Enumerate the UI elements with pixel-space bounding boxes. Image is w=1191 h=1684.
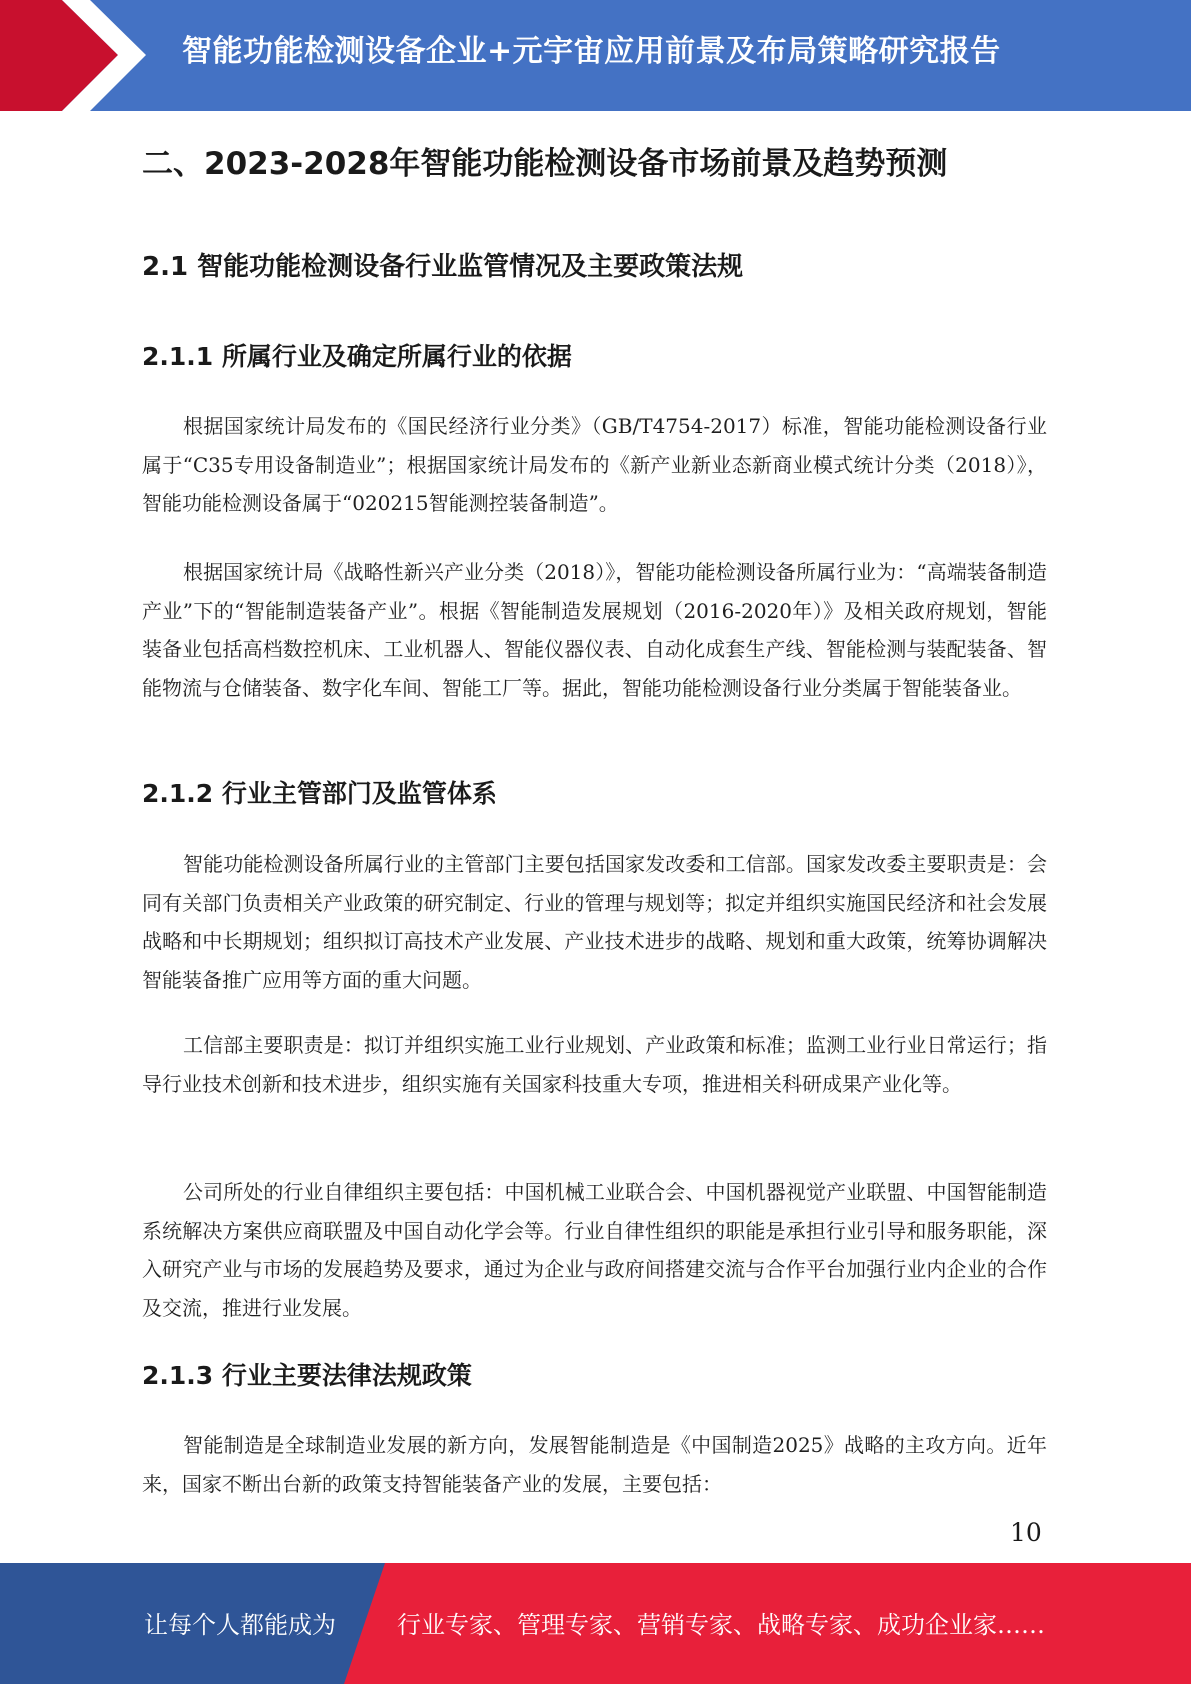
paragraph: 公司所处的行业自律组织主要包括：中国机械工业联合会、中国机器视觉产业联盟、中国智能制造系统解决方案供应商联盟及中国自动化学会等。行业自律性组织的职能是承担行业引导和服务职能，深入研究产业与市场的发展趋势及要求，通过为企业与政府间搭建交流与合作平台加强行业内企业的合作及交流，推进行业发展。	[142, 1180, 1047, 1320]
paragraph: 根据国家统计局发布的《国民经济行业分类》（GB/T4754-2017）标准，智能功能检测设备行业属于“C35专用设备制造业”；根据国家统计局发布的《新产业新业态新商业模式统计分类（2018）》，智能功能检测设备属于“020215智能测控装备制造”。	[142, 414, 1047, 515]
paragraph: 根据国家统计局《战略性新兴产业分类（2018）》，智能功能检测设备所属行业为：“高端装备制造产业”下的“智能制造装备产业”。根据《智能制造发展规划（2016-2020年）》及相关政府规划，智能装备业包括高档数控机床、工业机器人、智能仪器仪表、自动化成套生产线、智能检测与装配装备、智能物流与仓储装备、数字化车间、智能工厂等。据此，智能功能检测设备行业分类属于智能装备业。	[142, 560, 1047, 700]
paragraph: 智能功能检测设备所属行业的主管部门主要包括国家发改委和工信部。国家发改委主要职责是：会同有关部门负责相关产业政策的研究制定、行业的管理与规划等；拟定并组织实施国民经济和社会发展战略和中长期规划；组织拟订高技术产业发展、产业技术进步的战略、规划和重大政策，统筹协调解决智能装备推广应用等方面的重大问题。	[142, 852, 1047, 992]
topic-heading-2-1-2: 2.1.2 行业主管部门及监管体系	[142, 779, 497, 808]
topic-heading-2-1-3: 2.1.3 行业主要法律法规政策	[142, 1361, 472, 1390]
page-header-banner	[0, 0, 1191, 111]
page-number: 10	[1010, 1518, 1042, 1547]
paragraph: 智能制造是全球制造业发展的新方向，发展智能制造是《中国制造2025》战略的主攻方向。近年来，国家不断出台新的政策支持智能装备产业的发展，主要包括：	[142, 1433, 1047, 1496]
page-footer-banner	[0, 1563, 1191, 1684]
subsection-heading: 2.1 智能功能检测设备行业监管情况及主要政策法规	[142, 252, 744, 282]
footer-roles: 行业专家、管理专家、营销专家、战略专家、成功企业家……	[397, 1611, 1045, 1639]
footer-slogan: 让每个人都能成为	[144, 1611, 336, 1639]
paragraph: 工信部主要职责是：拟订并组织实施工业行业规划、产业政策和标准；监测工业行业日常运行；指导行业技术创新和技术进步，组织实施有关国家科技重大专项，推进相关科研成果产业化等。	[142, 1033, 1047, 1096]
report-title: 智能功能检测设备企业+元宇宙应用前景及布局策略研究报告	[182, 34, 1001, 69]
topic-heading-2-1-1: 2.1.1 所属行业及确定所属行业的依据	[142, 342, 572, 371]
section-heading: 二、2023-2028年智能功能检测设备市场前景及趋势预测	[142, 146, 948, 182]
